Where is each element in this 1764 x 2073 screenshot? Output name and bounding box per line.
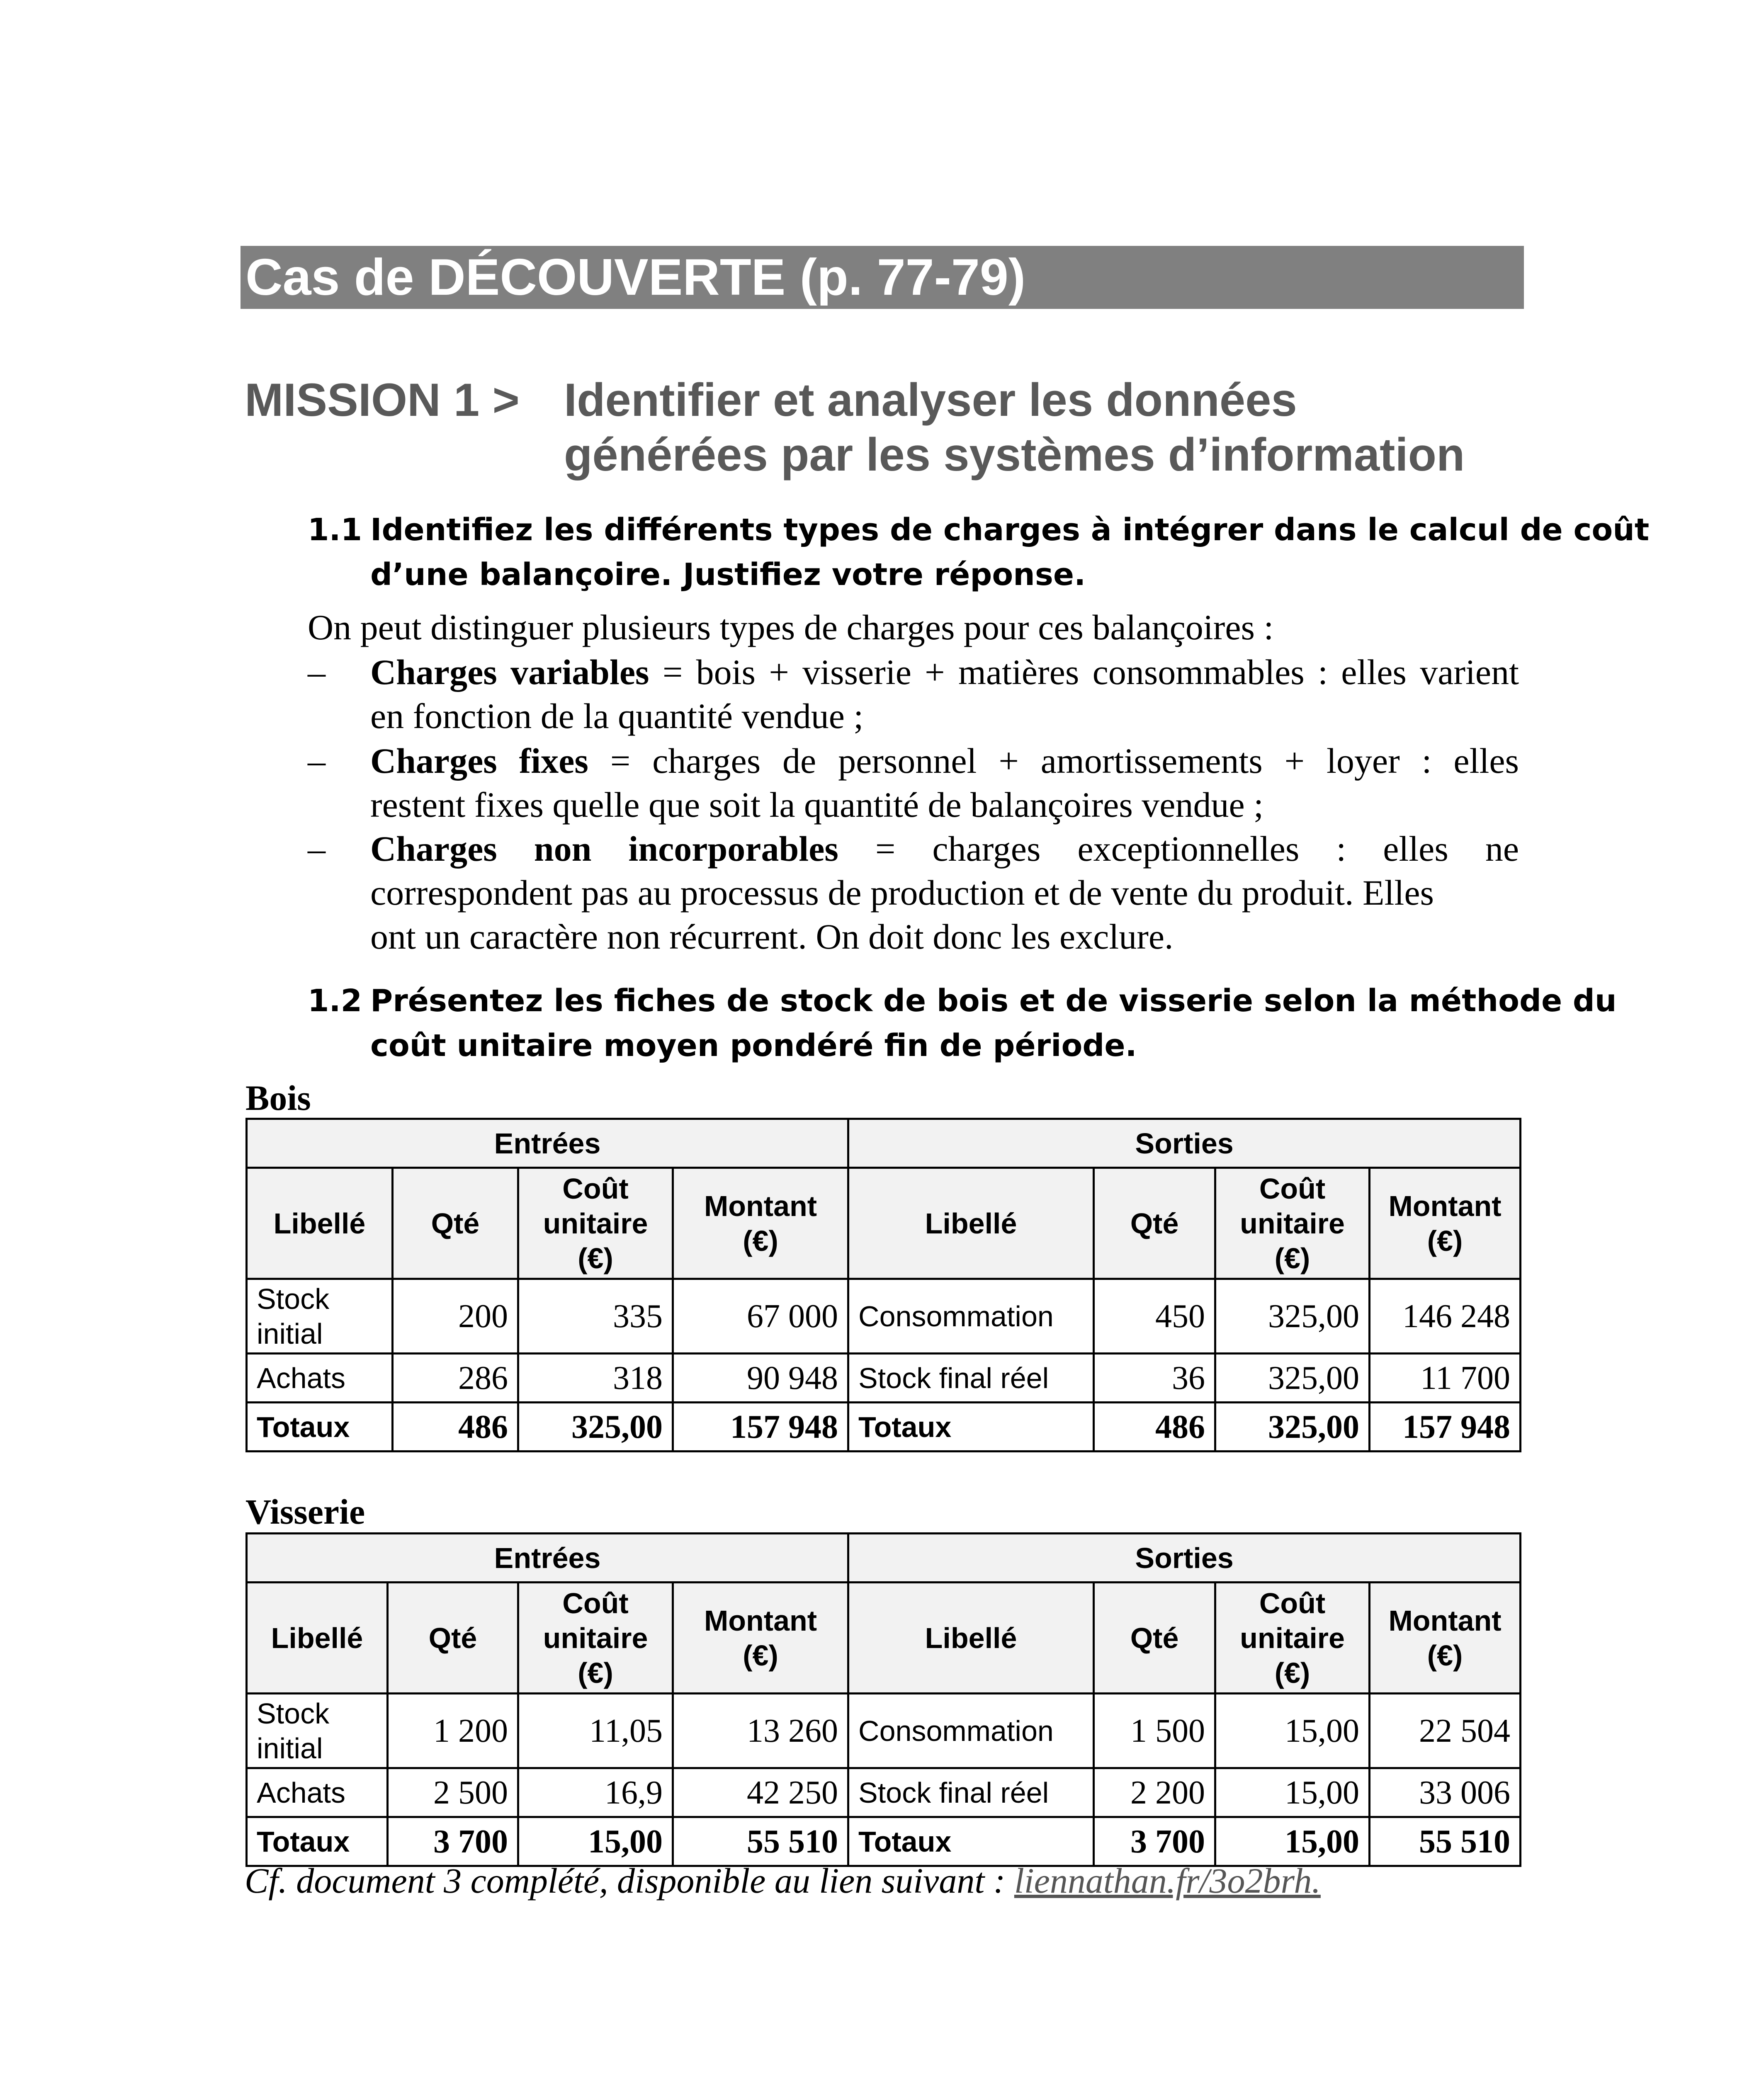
cell-qte: 1 500: [1094, 1694, 1215, 1768]
cell-cout: 325,00: [1215, 1279, 1370, 1354]
cell-libelle: Totaux: [848, 1817, 1094, 1866]
cell-libelle: Stock initial: [247, 1279, 393, 1354]
table-row: [247, 1694, 1521, 1768]
cell-montant: 90 948: [673, 1354, 848, 1403]
cell-montant: 55 510: [1370, 1817, 1521, 1866]
term-charges-variables: Charges variables: [370, 652, 649, 692]
cell-libelle: Consommation: [848, 1279, 1094, 1354]
cell-cout: 335: [518, 1279, 673, 1354]
col-montant: Montant (€): [1370, 1168, 1521, 1279]
term-charges-non-incorporables: Charges non incorporables: [370, 829, 838, 869]
cell-libelle: Achats: [247, 1354, 393, 1403]
item-non-incorporables-line1: Charges non incorporables = charges exceptionnelles : elles ne: [370, 829, 1519, 869]
reference-note: [245, 1860, 1321, 1901]
table-row: [247, 1279, 1521, 1354]
header-sorties: Sorties: [848, 1119, 1521, 1168]
col-qte: Qté: [388, 1583, 518, 1694]
cell-montant: 146 248: [1370, 1279, 1521, 1354]
question-1-2-line1: Présentez les fiches de stock de bois et de visserie selon la méthode du: [370, 983, 1617, 1019]
col-montant: Montant (€): [673, 1583, 848, 1694]
col-montant: Montant (€): [1370, 1583, 1521, 1694]
cell-cout: 15,00: [1215, 1694, 1370, 1768]
cell-qte: 2 200: [1094, 1768, 1215, 1817]
col-libelle: Libellé: [247, 1168, 393, 1279]
question-1-1-line1: Identifiez les différents types de charges à intégrer dans le calcul de coût: [370, 512, 1650, 548]
mission-title-line2: générées par les systèmes d’information: [564, 429, 1465, 481]
item-variables-line2: en fonction de la quantité vendue ;: [370, 696, 864, 736]
cell-cout: 325,00: [1215, 1354, 1370, 1403]
term-charges-fixes: Charges fixes: [370, 741, 588, 781]
cell-qte: 286: [393, 1354, 518, 1403]
item-variables-line1: Charges variables = bois + visserie + matières consommables : elles varient: [370, 652, 1519, 692]
col-qte: Qté: [1094, 1583, 1215, 1694]
list-dash: –: [308, 652, 326, 692]
cell-cout: 325,00: [518, 1403, 673, 1452]
cell-qte: 3 700: [388, 1817, 518, 1866]
cell-montant: 13 260: [673, 1694, 848, 1768]
header-sorties: Sorties: [848, 1534, 1521, 1583]
note-link[interactable]: liennathan.fr/3o2brh.: [1014, 1861, 1321, 1901]
mission-label: MISSION 1 >: [245, 374, 520, 426]
col-montant: Montant (€): [673, 1168, 848, 1279]
cell-libelle: Stock initial: [247, 1694, 388, 1768]
cell-libelle: Stock final réel: [848, 1768, 1094, 1817]
question-1-2-line2: coût unitaire moyen pondéré fin de période.: [370, 1028, 1137, 1063]
header-entrees: Entrées: [247, 1534, 848, 1583]
banner-title: Cas de DÉCOUVERTE (p. 77-79): [245, 249, 1026, 306]
cell-montant: 42 250: [673, 1768, 848, 1817]
cell-cout: 15,00: [518, 1817, 673, 1866]
table-label-visserie: Visserie: [245, 1492, 365, 1532]
cell-cout: 15,00: [1215, 1768, 1370, 1817]
cell-cout: 16,9: [518, 1768, 673, 1817]
table-label-bois: Bois: [245, 1078, 311, 1118]
cell-cout: 11,05: [518, 1694, 673, 1768]
note-text: Cf. document 3 complété, disponible au lien suivant :: [245, 1861, 1014, 1901]
table-row: [247, 1768, 1521, 1817]
answer-intro: On peut distinguer plusieurs types de charges pour ces balançoires :: [308, 607, 1274, 647]
cell-montant: 55 510: [673, 1817, 848, 1866]
item-non-incorporables-line2: correspondent pas au processus de production et de vente du produit. Elles: [370, 873, 1434, 913]
col-libelle: Libellé: [848, 1168, 1094, 1279]
col-cout-unitaire: Coût unitaire (€): [1215, 1583, 1370, 1694]
cell-libelle: Totaux: [848, 1403, 1094, 1452]
cell-libelle: Consommation: [848, 1694, 1094, 1768]
col-libelle: Libellé: [247, 1583, 388, 1694]
cell-montant: 157 948: [1370, 1403, 1521, 1452]
cell-cout: 325,00: [1215, 1403, 1370, 1452]
cell-qte: 200: [393, 1279, 518, 1354]
cell-qte: 450: [1094, 1279, 1215, 1354]
cell-libelle: Achats: [247, 1768, 388, 1817]
table-row-totals: [247, 1817, 1521, 1866]
col-qte: Qté: [393, 1168, 518, 1279]
cell-libelle: Totaux: [247, 1403, 393, 1452]
table-row-totals: [247, 1403, 1521, 1452]
section-banner: [241, 246, 1524, 309]
cell-qte: 3 700: [1094, 1817, 1215, 1866]
mission-title-line1: Identifier et analyser les données: [564, 374, 1297, 426]
cell-cout: 318: [518, 1354, 673, 1403]
cell-qte: 36: [1094, 1354, 1215, 1403]
item-fixes-line1: Charges fixes = charges de personnel + amortissements + loyer : elles: [370, 741, 1519, 781]
stock-table-bois: [245, 1118, 1521, 1452]
list-dash: –: [308, 829, 326, 869]
cell-montant: 67 000: [673, 1279, 848, 1354]
cell-libelle: Stock final réel: [848, 1354, 1094, 1403]
col-cout-unitaire: Coût unitaire (€): [518, 1583, 673, 1694]
cell-qte: 2 500: [388, 1768, 518, 1817]
stock-table-visserie: [245, 1532, 1521, 1867]
cell-qte: 1 200: [388, 1694, 518, 1768]
item-fixes-line2: restent fixes quelle que soit la quantité de balançoires vendue ;: [370, 785, 1264, 825]
table-row: [247, 1354, 1521, 1403]
item-non-incorporables-line3: ont un caractère non récurrent. On doit donc les exclure.: [370, 917, 1174, 956]
cell-libelle: Totaux: [247, 1817, 388, 1866]
cell-montant: 33 006: [1370, 1768, 1521, 1817]
question-1-1-line2: d’une balançoire. Justifiez votre réponse.: [370, 557, 1086, 592]
cell-montant: 157 948: [673, 1403, 848, 1452]
col-qte: Qté: [1094, 1168, 1215, 1279]
col-cout-unitaire: Coût unitaire (€): [1215, 1168, 1370, 1279]
list-dash: –: [308, 741, 326, 781]
question-1-1-number: 1.1: [308, 512, 362, 548]
header-entrees: Entrées: [247, 1119, 848, 1168]
col-cout-unitaire: Coût unitaire (€): [518, 1168, 673, 1279]
cell-cout: 15,00: [1215, 1817, 1370, 1866]
cell-qte: 486: [1094, 1403, 1215, 1452]
cell-qte: 486: [393, 1403, 518, 1452]
col-libelle: Libellé: [848, 1583, 1094, 1694]
cell-montant: 22 504: [1370, 1694, 1521, 1768]
cell-montant: 11 700: [1370, 1354, 1521, 1403]
question-1-2-number: 1.2: [308, 983, 362, 1019]
